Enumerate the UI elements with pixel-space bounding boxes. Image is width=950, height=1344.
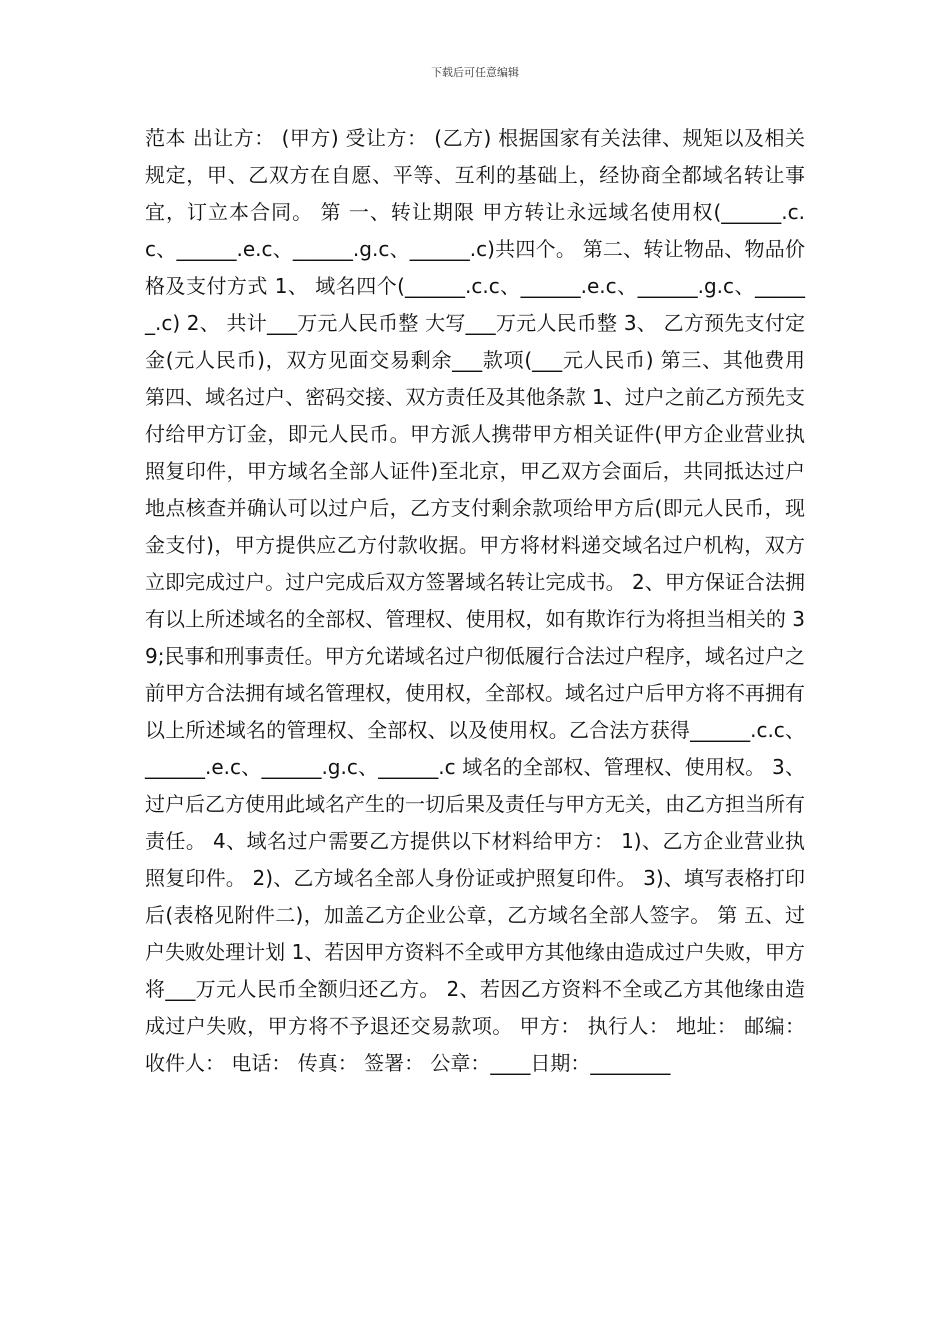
contract-body-text: 范本 出让方： (甲方) 受让方： (乙方) 根据国家有关法律、规矩以及相关规定，甲、乙双方在自愿、平等、互利的基础上，经协商全都域名转让事宜，订立本合同。 第 一、转让期限 甲方转让永远域名使用权(______.c.c、______.e.c、______.g.c、______.c)共四个。 第二、转让物品、物品价格及支付方式 1、 域名四个(______.c.c、______.e.c、______.g.c、______.c) 2、 共计___万元人民币整 大写___万元人民币整 3、 乙方预先支付定金(元人民币)，双方见面交易剩余___款项(___元人民币) 第三、其他费用 第四、域名过户、密码交接、双方责任及其他条款 1、过户之前乙方预先支付给甲方订金，即元人民币。甲方派人携带甲方相关证件(甲方企业营业执照复印件，甲方域名全部人证件)至北京，甲乙双方会面后，共同抵达过户地点核查并确认可以过户后，乙方支付剩余款项给甲方后(即元人民币，现金支付)，甲方提供应乙方付款收据。甲方将材料递交域名过户机构，双方立即完成过户。过户完成后双方签署域名转让完成书。 2、甲方保证合法拥有以上所述域名的全部权、管理权、使用权，如有欺诈行为将担当相关的 39;民事和刑事责任。甲方允诺域名过户彻低履行合法过户程序，域名过户之前甲方合法拥有域名管理权，使用权，全部权。域名过户后甲方将不再拥有以上所述域名的管理权、全部权、以及使用权。乙合法方获得______.c.c、______.e.c、______.g.c、______.c 域名的全部权、管理权、使用权。 3、过户后乙方使用此域名产生的一切后果及责任与甲方无关，由乙方担当所有责任。 4、域名过户需要乙方提供以下材料给甲方： 1)、乙方企业营业执照复印件。 2)、乙方域名全部人身份证或护照复印件。 3)、填写表格打印后(表格见附件二)，加盖乙方企业公章，乙方域名全部人签字。 第 五、过户失败处理计划 1、若因甲方资料不全或甲方其他缘由造成过户失败，甲方将___万元人民币全额归还乙方。 2、若因乙方资料不全或乙方其他缘由造成过户失败，甲方将不予退还交易款项。 甲方： 执行人： 地址： 邮编： 收件人： 电话： 传真： 签署： 公章：____日期：________ — [145, 126, 805, 1075]
page-header: 下载后可任意编辑 — [431, 66, 519, 79]
